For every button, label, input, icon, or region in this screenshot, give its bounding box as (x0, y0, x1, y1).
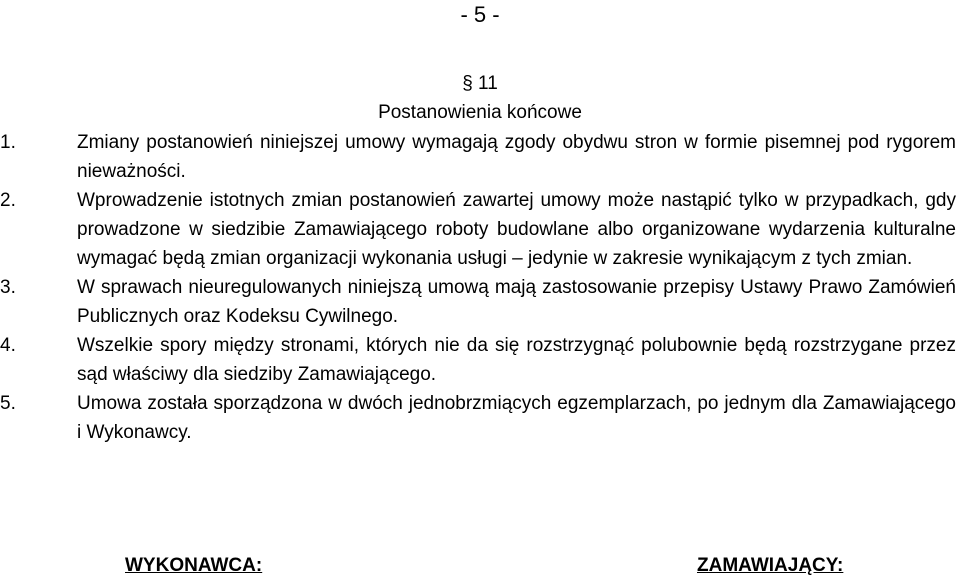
section-title: Postanowienia końcowe (378, 102, 582, 123)
clause-1 (0, 128, 960, 186)
clause-list (0, 128, 960, 447)
clause-text: Wszelkie spory między stronami, których nie da się rozstrzygnąć polubownie będą rozstrzygane przez sąd właściwy dla siedziby Zamawiającego. (77, 335, 956, 385)
clause-4 (0, 331, 960, 389)
clause-number: 4. (0, 335, 16, 356)
client-signature-label: ZAMAWIAJĄCY: (697, 555, 844, 576)
section-heading: § 11 (462, 73, 498, 94)
clause-text: Umowa została sporządzona w dwóch jednobrzmiących egzemplarzach, po jednym dla Zamawiającego i Wykonawcy. (77, 393, 956, 443)
clause-text: Zmiany postanowień niniejszej umowy wymagają zgody obydwu stron w formie pisemnej pod rygorem nieważności. (77, 132, 956, 182)
contractor-signature-label: WYKONAWCA: (125, 555, 263, 576)
clause-number: 5. (0, 393, 16, 414)
clause-number: 2. (0, 190, 16, 211)
clause-3 (0, 273, 960, 331)
clause-2 (0, 186, 960, 273)
clause-text: Wprowadzenie istotnych zmian postanowień zawartej umowy może nastąpić tylko w przypadkach, gdy prowadzone w siedzibie Zamawiającego roboty budowlane albo organizowane wydarzenia kulturalne wymagać będą zmian organizacji wykonania usługi – jedynie w zakresie wynikającym z tych zmian. (77, 190, 956, 269)
clause-text: W sprawach nieuregulowanych niniejszą umową mają zastosowanie przepisy Ustawy Prawo Zamówień Publicznych oraz Kodeksu Cywilnego. (77, 277, 956, 327)
clause-number: 1. (0, 132, 16, 153)
clause-5 (0, 389, 960, 447)
clause-number: 3. (0, 277, 16, 298)
page-number: - 5 - (460, 2, 500, 27)
